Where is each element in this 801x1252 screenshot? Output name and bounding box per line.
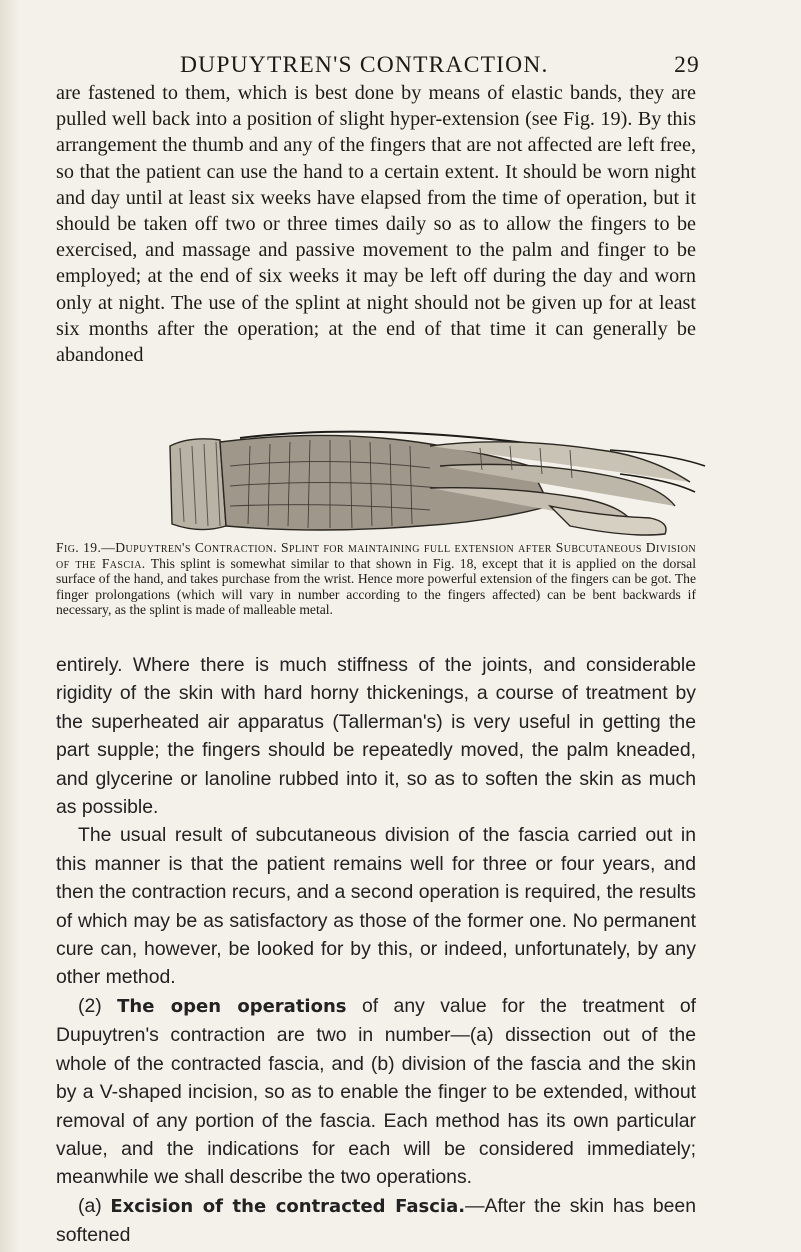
excision-heading: Excision of the contracted Fascia.	[110, 1195, 466, 1217]
caption-heading: Fig. 19.—Dupuytren's Contraction. Splint for maintaining full extension after Subcutaneous Division of the Fascia.	[56, 540, 696, 571]
paragraph-entirely: entirely. Where there is much stiffness of the joints, and considerable rigidity of the skin with hard horny thickenings, a course of treatment by the superheated air apparatus (Tallerman's) is very useful in getting the part supple; the fingers should be repeatedly moved, the palm kneaded, and glycerine or lanoline rubbed into it, so as to soften the skin as much as possible.	[56, 654, 696, 819]
figure-caption	[56, 540, 696, 618]
open-operations-heading: The open operations	[117, 995, 347, 1017]
paragraph-excision	[56, 1192, 696, 1250]
header-title: DUPUYTREN'S CONTRACTION.	[180, 52, 549, 78]
caption-text: This splint is somewhat similar to that shown in Fig. 18, except that it is applied on the dorsal surface of the hand, and takes purchase from the wrist. Hence more powerful extension of the fingers can be got. The finger prolongations (which will vary in number according to the fingers affected) can be bent backwards if necessary, as the splint is made of malleable metal.	[56, 555, 696, 618]
excision-text: —After the skin has been softened	[56, 1194, 696, 1247]
splint-illustration	[130, 426, 720, 541]
paragraph-usual-result: The usual result of subcutaneous division of the fascia carried out in this manner is that the patient remains well for three or four years, and then the contraction recurs, and a second operation is required, the results of which may be as satisfactory as those of the former one. No permanent cure can, however, be looked for by this, or indeed, unfortunately, by any other method.	[56, 824, 696, 989]
body-text	[56, 651, 696, 1250]
open-operations-number: (2)	[78, 994, 102, 1017]
excision-number: (a)	[78, 1194, 102, 1217]
page-edge-shadow	[0, 0, 20, 1252]
top-paragraph: are fastened to them, which is best done by means of elastic bands, they are pulled well back into a position of slight hyper-extension (see Fig. 19). By this arrangement the thumb and any of the fingers that are not affected are left free, so that the patient can use the hand to a certain extent. It should be worn night and day until at least six weeks have elapsed from the time of operation, but it should be taken off two or three times daily so as to allow the fingers to be exercised, and massage and passive movement to the palm and finger to be employed; at the end of six weeks it may be left off during the day and worn only at night. The use of the splint at night should not be given up for at least six months after the operation; at the end of that time it can generally be abandoned	[56, 82, 696, 367]
page-number: 29	[674, 52, 700, 78]
open-operations-text: of any value for the treatment of Dupuytren's contraction are two in number—(a) dissection out of the whole of the contracted fascia, and (b) division of the fascia and the skin by a V-shaped incision, so as to enable the finger to be extended, without removal of any portion of the fascia. Each method has its own particular value, and the indications for each will be considered immediately; meanwhile we shall describe the two operations.	[56, 994, 696, 1189]
paragraph-open-operations	[56, 992, 696, 1192]
